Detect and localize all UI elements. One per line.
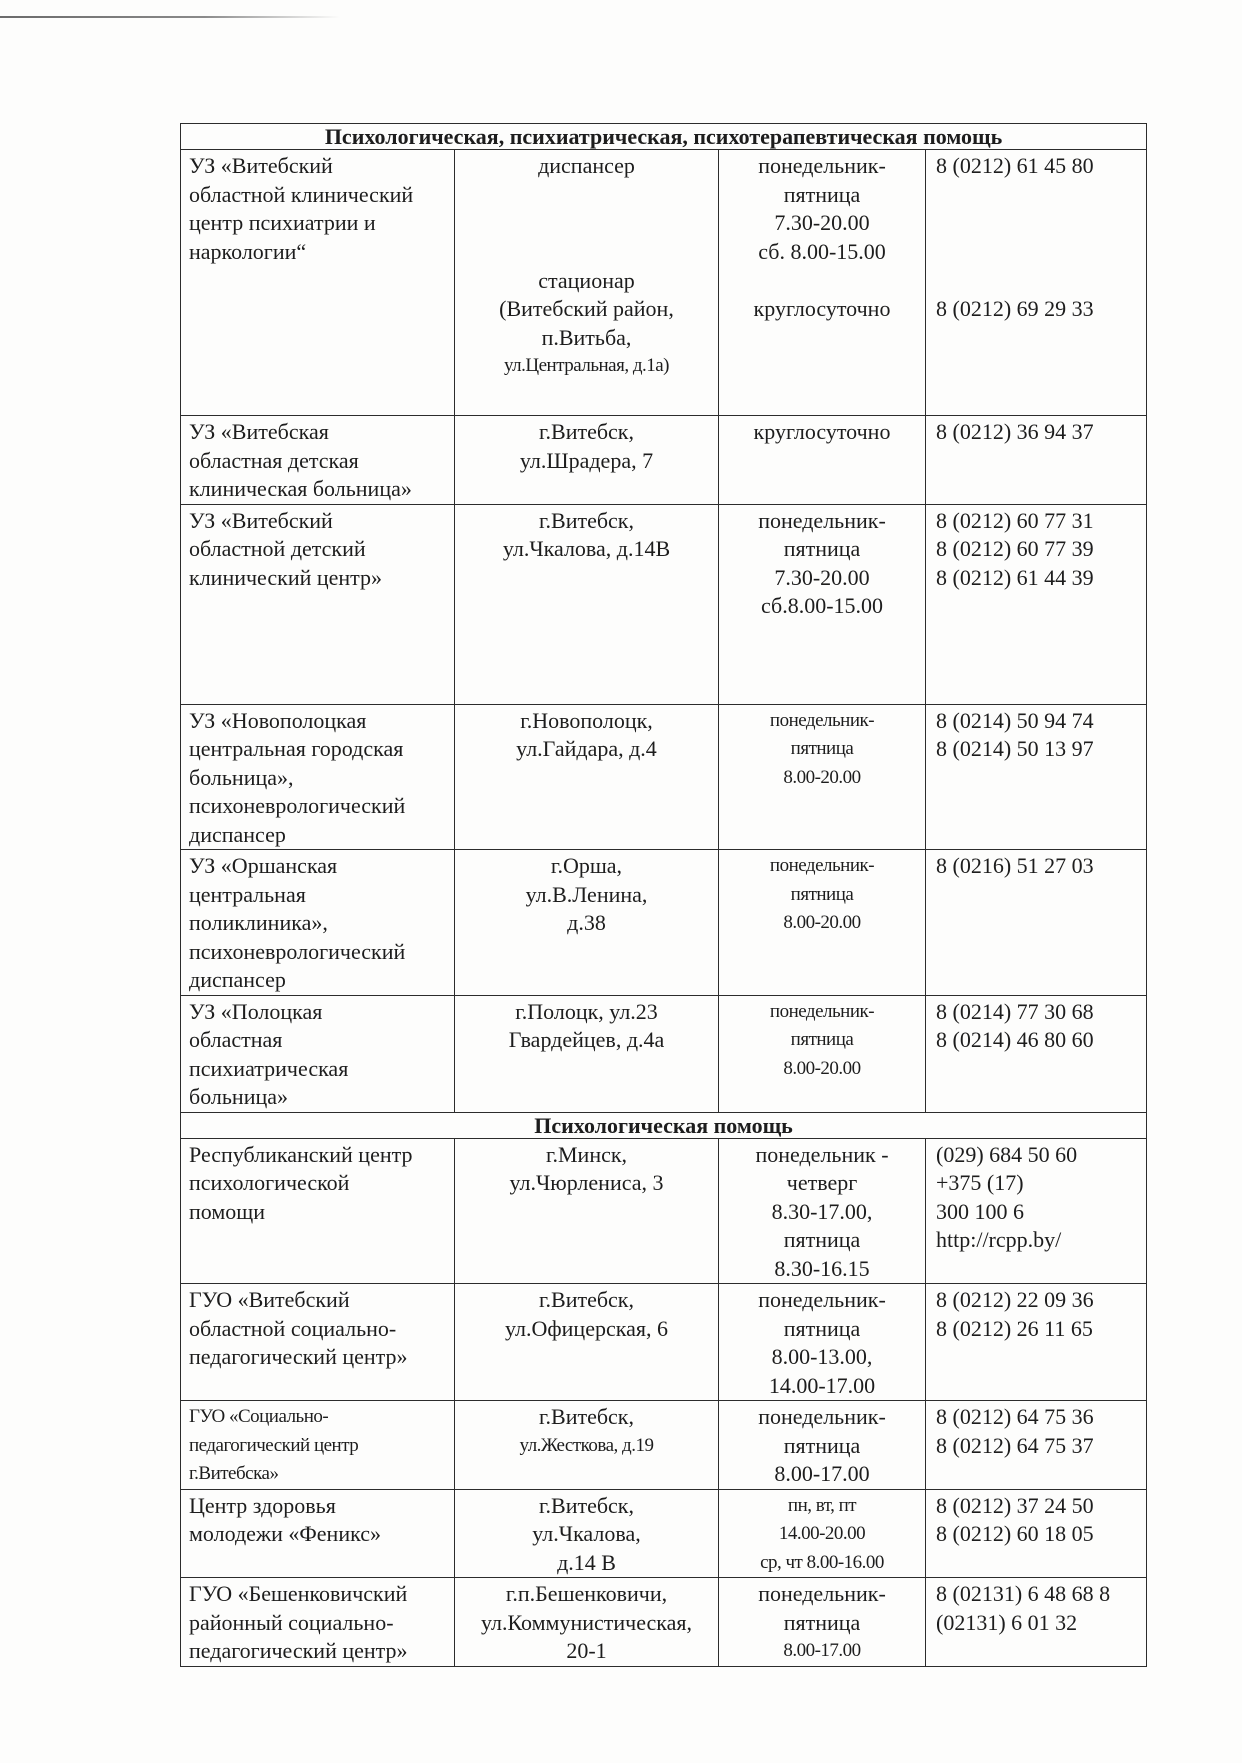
location: г.Витебск, ул.Жесткова, д.19 <box>455 1401 719 1490</box>
phone-numbers: 8 (0216) 51 27 03 <box>926 850 1147 996</box>
institution-name: ГУО «Социально- педагогический центр г.Витебска» <box>181 1401 455 1490</box>
institution-name: УЗ «Витебская областная детская клиническая больница» <box>181 416 455 505</box>
website-link[interactable]: http://rcpp.by/ <box>936 1227 1062 1252</box>
scan-edge-mark <box>0 16 340 18</box>
table-row <box>181 1401 1147 1490</box>
table-row <box>181 150 1147 416</box>
location: г.Витебск, ул.Шрадера, 7 <box>455 416 719 505</box>
working-hours: понедельник- пятница 7.30-20.00 сб. 8.00-15.00 круглосуточно <box>719 150 926 416</box>
table-row <box>181 1284 1147 1401</box>
phone-numbers: (029) 684 50 60 +375 (17) 300 100 6 http://rcpp.by/ <box>926 1138 1147 1284</box>
working-hours: понедельник- пятница 8.00-20.00 <box>719 850 926 996</box>
phone-numbers: 8 (02131) 6 48 68 8 (02131) 6 01 32 <box>926 1578 1147 1667</box>
phone-numbers: 8 (0212) 61 45 80 8 (0212) 69 29 33 <box>926 150 1147 416</box>
institution-name: Республиканский центр психологической помощи <box>181 1138 455 1284</box>
working-hours: круглосуточно <box>719 416 926 505</box>
table-row <box>181 1578 1147 1667</box>
institution-name: Центр здоровья молодежи «Феникс» <box>181 1489 455 1578</box>
table-row <box>181 850 1147 996</box>
phone-numbers: 8 (0214) 77 30 68 8 (0214) 46 80 60 <box>926 995 1147 1112</box>
working-hours: понедельник - четверг 8.30-17.00, пятница 8.30-16.15 <box>719 1138 926 1284</box>
phone-numbers: 8 (0212) 64 75 36 8 (0212) 64 75 37 <box>926 1401 1147 1490</box>
working-hours: понедельник- пятница 8.00-17.00 <box>719 1401 926 1490</box>
location: г.Орша, ул.В.Ленина, д.38 <box>455 850 719 996</box>
section-header-row <box>181 124 1147 150</box>
contacts-table <box>180 123 1147 1667</box>
section-title: Психологическая, психиатрическая, психотерапевтическая помощь <box>181 124 1147 150</box>
working-hours: понедельник- пятница 8.00-20.00 <box>719 704 926 850</box>
phone-numbers: 8 (0212) 22 09 36 8 (0212) 26 11 65 <box>926 1284 1147 1401</box>
working-hours: понедельник- пятница 8.00-13.00, 14.00-17.00 <box>719 1284 926 1401</box>
table-row <box>181 995 1147 1112</box>
phone-numbers: 8 (0214) 50 94 74 8 (0214) 50 13 97 <box>926 704 1147 850</box>
phone-numbers: 8 (0212) 60 77 31 8 (0212) 60 77 39 8 (0212) 61 44 39 <box>926 504 1147 704</box>
working-hours: понедельник- пятница 7.30-20.00 сб.8.00-15.00 <box>719 504 926 704</box>
institution-name: УЗ «Полоцкая областная психиатрическая больница» <box>181 995 455 1112</box>
section-header-row <box>181 1112 1147 1138</box>
location: г.Минск, ул.Чюрлениса, 3 <box>455 1138 719 1284</box>
table-row <box>181 416 1147 505</box>
location: диспансер стационар (Витебский район, п.Витьба, ул.Центральная, д.1а) <box>455 150 719 416</box>
institution-name: ГУО «Витебский областной социально- педагогический центр» <box>181 1284 455 1401</box>
phone-numbers: 8 (0212) 36 94 37 <box>926 416 1147 505</box>
location: г.Витебск, ул.Чкалова, д.14В <box>455 504 719 704</box>
institution-name: УЗ «Новополоцкая центральная городская больница», психоневрологический диспансер <box>181 704 455 850</box>
working-hours: понедельник- пятница 8.00-20.00 <box>719 995 926 1112</box>
section-title: Психологическая помощь <box>181 1112 1147 1138</box>
table-row <box>181 1489 1147 1578</box>
table-row <box>181 1138 1147 1284</box>
location: г.Новополоцк, ул.Гайдара, д.4 <box>455 704 719 850</box>
institution-name: УЗ «Оршанская центральная поликлиника», психоневрологический диспансер <box>181 850 455 996</box>
institution-name: УЗ «Витебский областной детский клинический центр» <box>181 504 455 704</box>
location: г.п.Бешенковичи, ул.Коммунистическая, 20-1 <box>455 1578 719 1667</box>
location: г.Витебск, ул.Чкалова, д.14 В <box>455 1489 719 1578</box>
phone-numbers: 8 (0212) 37 24 50 8 (0212) 60 18 05 <box>926 1489 1147 1578</box>
institution-name: ГУО «Бешенковичский районный социально- педагогический центр» <box>181 1578 455 1667</box>
table-row <box>181 704 1147 850</box>
working-hours: понедельник- пятница 8.00-17.00 <box>719 1578 926 1667</box>
table-row <box>181 504 1147 704</box>
location: г.Витебск, ул.Офицерская, 6 <box>455 1284 719 1401</box>
location: г.Полоцк, ул.23 Гвардейцев, д.4а <box>455 995 719 1112</box>
institution-name: УЗ «Витебский областной клинический центр психиатрии и наркологии“ <box>181 150 455 416</box>
working-hours: пн, вт, пт 14.00-20.00 ср, чт 8.00-16.00 <box>719 1489 926 1578</box>
